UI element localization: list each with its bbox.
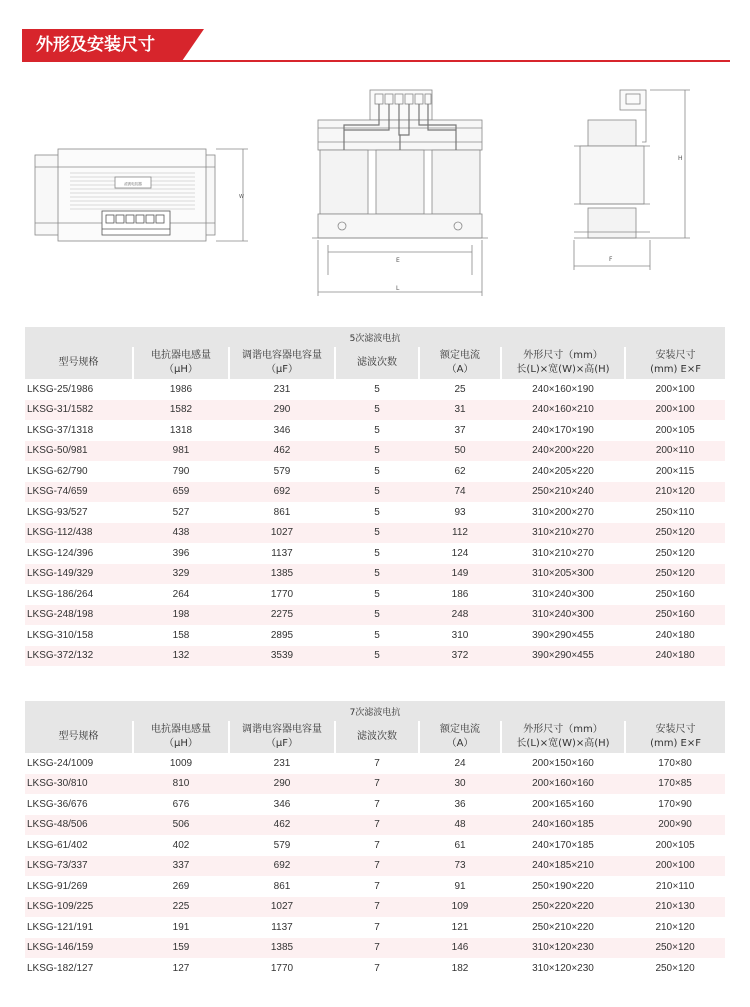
top-view-drawing bbox=[30, 145, 270, 250]
value-cell: 240×160×190 bbox=[501, 379, 625, 400]
section-title: 外形及安装尺寸 bbox=[22, 29, 182, 61]
value-cell: 250×120 bbox=[625, 938, 725, 959]
value-cell: 31 bbox=[419, 400, 501, 421]
table-body bbox=[25, 753, 725, 979]
column-header-line2: （A） bbox=[446, 364, 474, 375]
value-cell: 200×100 bbox=[625, 379, 725, 400]
column-header-line1: 调谐电容器电容量 bbox=[242, 724, 322, 735]
value-cell: 1770 bbox=[229, 958, 335, 979]
table-row bbox=[25, 441, 725, 462]
column-header-line1: 型号规格 bbox=[58, 357, 99, 368]
value-cell: 1027 bbox=[229, 523, 335, 544]
table-row bbox=[25, 400, 725, 421]
value-cell: 310×240×300 bbox=[501, 584, 625, 605]
table-body bbox=[25, 379, 725, 666]
table-row bbox=[25, 584, 725, 605]
value-cell: 506 bbox=[133, 815, 229, 836]
table-header-row bbox=[25, 721, 725, 753]
value-cell: 861 bbox=[229, 876, 335, 897]
column-header-line1: 滤波次数 bbox=[357, 731, 397, 742]
section-rule bbox=[22, 60, 730, 62]
value-cell: 346 bbox=[229, 420, 335, 441]
model-cell: LKSG-112/438 bbox=[25, 523, 133, 544]
value-cell: 5 bbox=[335, 564, 419, 585]
table-row bbox=[25, 774, 725, 795]
value-cell: 200×90 bbox=[625, 815, 725, 836]
value-cell: 240×170×185 bbox=[501, 835, 625, 856]
value-cell: 250×120 bbox=[625, 958, 725, 979]
column-header-line2: （μF） bbox=[265, 364, 299, 375]
value-cell: 310×200×270 bbox=[501, 502, 625, 523]
value-cell: 269 bbox=[133, 876, 229, 897]
value-cell: 200×150×160 bbox=[501, 753, 625, 774]
value-cell: 5 bbox=[335, 584, 419, 605]
value-cell: 248 bbox=[419, 605, 501, 626]
value-cell: 250×190×220 bbox=[501, 876, 625, 897]
value-cell: 50 bbox=[419, 441, 501, 462]
value-cell: 1385 bbox=[229, 938, 335, 959]
table-row bbox=[25, 958, 725, 979]
value-cell: 1582 bbox=[133, 400, 229, 421]
value-cell: 527 bbox=[133, 502, 229, 523]
value-cell: 7 bbox=[335, 774, 419, 795]
column-header-line2: （A） bbox=[446, 738, 474, 749]
value-cell: 861 bbox=[229, 502, 335, 523]
value-cell: 127 bbox=[133, 958, 229, 979]
model-cell: LKSG-50/981 bbox=[25, 441, 133, 462]
value-cell: 231 bbox=[229, 753, 335, 774]
value-cell: 74 bbox=[419, 482, 501, 503]
column-header bbox=[229, 721, 335, 753]
value-cell: 438 bbox=[133, 523, 229, 544]
value-cell: 264 bbox=[133, 584, 229, 605]
value-cell: 5 bbox=[335, 420, 419, 441]
value-cell: 7 bbox=[335, 794, 419, 815]
value-cell: 462 bbox=[229, 441, 335, 462]
table-row bbox=[25, 625, 725, 646]
value-cell: 310×120×230 bbox=[501, 958, 625, 979]
column-header-line2: （μF） bbox=[265, 738, 299, 749]
value-cell: 5 bbox=[335, 441, 419, 462]
value-cell: 93 bbox=[419, 502, 501, 523]
value-cell: 692 bbox=[229, 856, 335, 877]
value-cell: 240×170×190 bbox=[501, 420, 625, 441]
model-cell: LKSG-24/1009 bbox=[25, 753, 133, 774]
value-cell: 290 bbox=[229, 774, 335, 795]
value-cell: 250×160 bbox=[625, 584, 725, 605]
value-cell: 124 bbox=[419, 543, 501, 564]
value-cell: 200×100 bbox=[625, 400, 725, 421]
table-row bbox=[25, 379, 725, 400]
value-cell: 240×160×210 bbox=[501, 400, 625, 421]
value-cell: 7 bbox=[335, 753, 419, 774]
table-row bbox=[25, 794, 725, 815]
model-cell: LKSG-36/676 bbox=[25, 794, 133, 815]
column-header-line2: (mm) E×F bbox=[650, 738, 701, 749]
table-5th-harmonic bbox=[25, 327, 725, 666]
table-row bbox=[25, 646, 725, 667]
value-cell: 149 bbox=[419, 564, 501, 585]
column-header-line1: 安装尺寸 bbox=[655, 350, 696, 361]
value-cell: 5 bbox=[335, 523, 419, 544]
value-cell: 250×120 bbox=[625, 543, 725, 564]
value-cell: 191 bbox=[133, 917, 229, 938]
table-row bbox=[25, 420, 725, 441]
model-cell: LKSG-48/506 bbox=[25, 815, 133, 836]
value-cell: 250×220×220 bbox=[501, 897, 625, 918]
value-cell: 7 bbox=[335, 835, 419, 856]
value-cell: 132 bbox=[133, 646, 229, 667]
value-cell: 240×200×220 bbox=[501, 441, 625, 462]
value-cell: 210×120 bbox=[625, 482, 725, 503]
value-cell: 7 bbox=[335, 917, 419, 938]
value-cell: 1986 bbox=[133, 379, 229, 400]
value-cell: 109 bbox=[419, 897, 501, 918]
value-cell: 1318 bbox=[133, 420, 229, 441]
model-cell: LKSG-186/264 bbox=[25, 584, 133, 605]
value-cell: 240×180 bbox=[625, 625, 725, 646]
column-header bbox=[335, 347, 419, 379]
table-7th-harmonic bbox=[25, 701, 725, 979]
model-cell: LKSG-372/132 bbox=[25, 646, 133, 667]
value-cell: 182 bbox=[419, 958, 501, 979]
value-cell: 73 bbox=[419, 856, 501, 877]
value-cell: 7 bbox=[335, 938, 419, 959]
value-cell: 210×130 bbox=[625, 897, 725, 918]
value-cell: 231 bbox=[229, 379, 335, 400]
section-header bbox=[22, 29, 730, 63]
column-header-line1: 调谐电容器电容量 bbox=[242, 350, 322, 361]
column-header-line1: 外形尺寸（mm） bbox=[523, 724, 603, 735]
table-row bbox=[25, 856, 725, 877]
value-cell: 579 bbox=[229, 835, 335, 856]
column-header-line1: 型号规格 bbox=[58, 731, 99, 742]
value-cell: 659 bbox=[133, 482, 229, 503]
value-cell: 200×160×160 bbox=[501, 774, 625, 795]
value-cell: 250×110 bbox=[625, 502, 725, 523]
value-cell: 790 bbox=[133, 461, 229, 482]
value-cell: 200×105 bbox=[625, 835, 725, 856]
value-cell: 310×210×270 bbox=[501, 543, 625, 564]
column-header bbox=[133, 721, 229, 753]
value-cell: 112 bbox=[419, 523, 501, 544]
model-cell: LKSG-37/1318 bbox=[25, 420, 133, 441]
value-cell: 198 bbox=[133, 605, 229, 626]
column-header-line1: 电抗器电感量 bbox=[151, 724, 211, 735]
table-row bbox=[25, 897, 725, 918]
value-cell: 200×165×160 bbox=[501, 794, 625, 815]
value-cell: 200×100 bbox=[625, 856, 725, 877]
value-cell: 7 bbox=[335, 897, 419, 918]
column-header bbox=[625, 347, 725, 379]
nameplate-label: 滤波电抗器 bbox=[124, 182, 142, 186]
value-cell: 337 bbox=[133, 856, 229, 877]
value-cell: 5 bbox=[335, 482, 419, 503]
model-cell: LKSG-93/527 bbox=[25, 502, 133, 523]
column-header-line2: 长(L)×宽(W)×高(H) bbox=[516, 738, 610, 749]
value-cell: 5 bbox=[335, 502, 419, 523]
table-row bbox=[25, 523, 725, 544]
value-cell: 2895 bbox=[229, 625, 335, 646]
value-cell: 7 bbox=[335, 958, 419, 979]
table-row bbox=[25, 876, 725, 897]
value-cell: 310 bbox=[419, 625, 501, 646]
value-cell: 676 bbox=[133, 794, 229, 815]
value-cell: 5 bbox=[335, 379, 419, 400]
value-cell: 48 bbox=[419, 815, 501, 836]
value-cell: 310×120×230 bbox=[501, 938, 625, 959]
value-cell: 290 bbox=[229, 400, 335, 421]
value-cell: 170×80 bbox=[625, 753, 725, 774]
value-cell: 158 bbox=[133, 625, 229, 646]
model-cell: LKSG-248/198 bbox=[25, 605, 133, 626]
column-header bbox=[133, 347, 229, 379]
value-cell: 25 bbox=[419, 379, 501, 400]
model-cell: LKSG-109/225 bbox=[25, 897, 133, 918]
value-cell: 1770 bbox=[229, 584, 335, 605]
value-cell: 121 bbox=[419, 917, 501, 938]
column-header bbox=[501, 347, 625, 379]
model-cell: LKSG-61/402 bbox=[25, 835, 133, 856]
value-cell: 390×290×455 bbox=[501, 625, 625, 646]
side-view-drawing bbox=[560, 80, 700, 270]
column-header bbox=[229, 347, 335, 379]
value-cell: 5 bbox=[335, 605, 419, 626]
value-cell: 7 bbox=[335, 815, 419, 836]
model-cell: LKSG-91/269 bbox=[25, 876, 133, 897]
column-header bbox=[625, 721, 725, 753]
value-cell: 250×120 bbox=[625, 523, 725, 544]
value-cell: 61 bbox=[419, 835, 501, 856]
table-row bbox=[25, 564, 725, 585]
column-header bbox=[25, 347, 133, 379]
value-cell: 146 bbox=[419, 938, 501, 959]
value-cell: 1137 bbox=[229, 543, 335, 564]
dimension-h-label: H bbox=[678, 155, 683, 162]
value-cell: 5 bbox=[335, 625, 419, 646]
dimension-l-label: L bbox=[396, 285, 400, 292]
table-row bbox=[25, 482, 725, 503]
column-header bbox=[419, 347, 501, 379]
value-cell: 250×160 bbox=[625, 605, 725, 626]
column-header-line1: 额定电流 bbox=[440, 724, 480, 735]
table-row bbox=[25, 543, 725, 564]
value-cell: 30 bbox=[419, 774, 501, 795]
model-cell: LKSG-121/191 bbox=[25, 917, 133, 938]
model-cell: LKSG-25/1986 bbox=[25, 379, 133, 400]
value-cell: 1137 bbox=[229, 917, 335, 938]
value-cell: 346 bbox=[229, 794, 335, 815]
value-cell: 159 bbox=[133, 938, 229, 959]
value-cell: 200×110 bbox=[625, 441, 725, 462]
table-row bbox=[25, 502, 725, 523]
value-cell: 170×90 bbox=[625, 794, 725, 815]
model-cell: LKSG-182/127 bbox=[25, 958, 133, 979]
table-row bbox=[25, 815, 725, 836]
model-cell: LKSG-62/790 bbox=[25, 461, 133, 482]
table-row bbox=[25, 461, 725, 482]
model-cell: LKSG-124/396 bbox=[25, 543, 133, 564]
value-cell: 372 bbox=[419, 646, 501, 667]
value-cell: 24 bbox=[419, 753, 501, 774]
value-cell: 310×240×300 bbox=[501, 605, 625, 626]
front-view-drawing bbox=[300, 80, 500, 302]
model-cell: LKSG-30/810 bbox=[25, 774, 133, 795]
value-cell: 200×115 bbox=[625, 461, 725, 482]
table-title: 5次滤波电抗 bbox=[25, 327, 725, 347]
column-header-line1: 电抗器电感量 bbox=[151, 350, 211, 361]
column-header-line2: （μH） bbox=[164, 738, 198, 749]
value-cell: 1009 bbox=[133, 753, 229, 774]
table-row bbox=[25, 605, 725, 626]
column-header-line2: (mm) E×F bbox=[650, 364, 701, 375]
model-cell: LKSG-31/1582 bbox=[25, 400, 133, 421]
model-cell: LKSG-73/337 bbox=[25, 856, 133, 877]
dimension-e-label: E bbox=[396, 257, 400, 264]
column-header bbox=[501, 721, 625, 753]
model-cell: LKSG-74/659 bbox=[25, 482, 133, 503]
value-cell: 692 bbox=[229, 482, 335, 503]
value-cell: 310×210×270 bbox=[501, 523, 625, 544]
value-cell: 5 bbox=[335, 400, 419, 421]
value-cell: 170×85 bbox=[625, 774, 725, 795]
section-title-corner bbox=[182, 29, 204, 61]
value-cell: 5 bbox=[335, 646, 419, 667]
column-header-line2: （μH） bbox=[164, 364, 198, 375]
column-header-line1: 额定电流 bbox=[440, 350, 480, 361]
table-row bbox=[25, 753, 725, 774]
value-cell: 390×290×455 bbox=[501, 646, 625, 667]
value-cell: 7 bbox=[335, 856, 419, 877]
value-cell: 36 bbox=[419, 794, 501, 815]
value-cell: 810 bbox=[133, 774, 229, 795]
value-cell: 250×210×240 bbox=[501, 482, 625, 503]
value-cell: 200×105 bbox=[625, 420, 725, 441]
value-cell: 396 bbox=[133, 543, 229, 564]
value-cell: 240×180 bbox=[625, 646, 725, 667]
value-cell: 310×205×300 bbox=[501, 564, 625, 585]
value-cell: 37 bbox=[419, 420, 501, 441]
value-cell: 240×205×220 bbox=[501, 461, 625, 482]
value-cell: 91 bbox=[419, 876, 501, 897]
value-cell: 2275 bbox=[229, 605, 335, 626]
table-row bbox=[25, 917, 725, 938]
model-cell: LKSG-149/329 bbox=[25, 564, 133, 585]
value-cell: 250×120 bbox=[625, 564, 725, 585]
value-cell: 225 bbox=[133, 897, 229, 918]
value-cell: 402 bbox=[133, 835, 229, 856]
value-cell: 186 bbox=[419, 584, 501, 605]
value-cell: 329 bbox=[133, 564, 229, 585]
value-cell: 1027 bbox=[229, 897, 335, 918]
value-cell: 240×160×185 bbox=[501, 815, 625, 836]
table-header-row bbox=[25, 347, 725, 379]
value-cell: 250×210×220 bbox=[501, 917, 625, 938]
value-cell: 240×185×210 bbox=[501, 856, 625, 877]
value-cell: 462 bbox=[229, 815, 335, 836]
column-header-line1: 安装尺寸 bbox=[655, 724, 696, 735]
column-header bbox=[25, 721, 133, 753]
value-cell: 210×120 bbox=[625, 917, 725, 938]
column-header bbox=[335, 721, 419, 753]
value-cell: 62 bbox=[419, 461, 501, 482]
dimension-w-label: W bbox=[239, 194, 244, 200]
value-cell: 7 bbox=[335, 876, 419, 897]
column-header bbox=[419, 721, 501, 753]
value-cell: 981 bbox=[133, 441, 229, 462]
model-cell: LKSG-310/158 bbox=[25, 625, 133, 646]
table-title: 7次滤波电抗 bbox=[25, 701, 725, 721]
table-row bbox=[25, 835, 725, 856]
value-cell: 210×110 bbox=[625, 876, 725, 897]
value-cell: 579 bbox=[229, 461, 335, 482]
value-cell: 5 bbox=[335, 461, 419, 482]
column-header-line1: 滤波次数 bbox=[357, 357, 397, 368]
column-header-line1: 外形尺寸（mm） bbox=[523, 350, 603, 361]
column-header-line2: 长(L)×宽(W)×高(H) bbox=[516, 364, 610, 375]
value-cell: 3539 bbox=[229, 646, 335, 667]
value-cell: 5 bbox=[335, 543, 419, 564]
dimension-f-label: F bbox=[609, 256, 613, 263]
model-cell: LKSG-146/159 bbox=[25, 938, 133, 959]
value-cell: 1385 bbox=[229, 564, 335, 585]
table-row bbox=[25, 938, 725, 959]
